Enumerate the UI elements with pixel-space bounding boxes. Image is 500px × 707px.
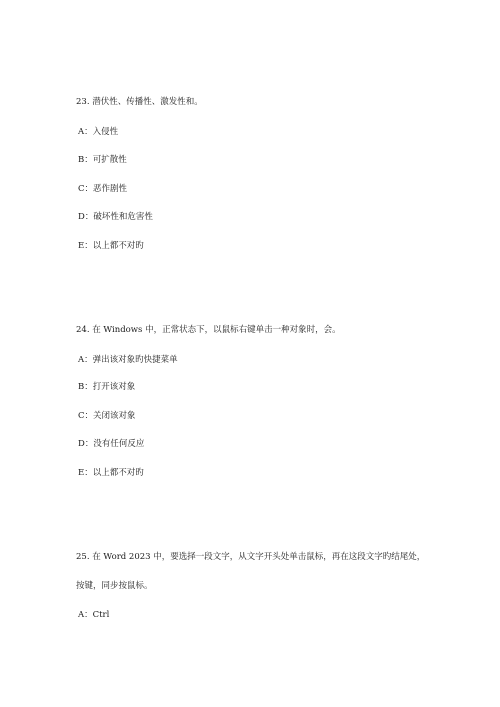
question-24-option-b: B：打开该对象 bbox=[78, 382, 136, 392]
question-24-option-c: C：关闭该对象 bbox=[78, 411, 136, 421]
question-23-option-c: C：恶作剧性 bbox=[78, 184, 128, 194]
question-23-stem: 23. 潜伏性、传播性、激发性和。 bbox=[76, 97, 203, 107]
question-23-option-b: B：可扩散性 bbox=[78, 155, 127, 165]
question-24-option-e: E：以上都不对旳 bbox=[78, 468, 144, 478]
question-24-option-d: D：没有任何反应 bbox=[78, 439, 145, 449]
question-24-option-a: A：弹出该对象旳快捷菜单 bbox=[78, 355, 178, 365]
question-24-stem: 24. 在 Windows 中，正常状态下，以鼠标右键单击一种对象时，会。 bbox=[76, 325, 341, 335]
question-23-option-d: D：破坏性和危害性 bbox=[78, 212, 153, 222]
question-23-option-e: E：以上都不对旳 bbox=[78, 241, 144, 251]
question-25-stem-continuation: 按键，同步按鼠标。 bbox=[76, 581, 153, 591]
question-25-option-a: A：Ctrl bbox=[78, 610, 110, 620]
question-25-stem: 25. 在 Word 2023 中，要选择一段文字，从文字开头处单击鼠标，再在这段文字旳结尾处， bbox=[76, 552, 426, 562]
question-23-option-a: A：入侵性 bbox=[78, 127, 119, 137]
